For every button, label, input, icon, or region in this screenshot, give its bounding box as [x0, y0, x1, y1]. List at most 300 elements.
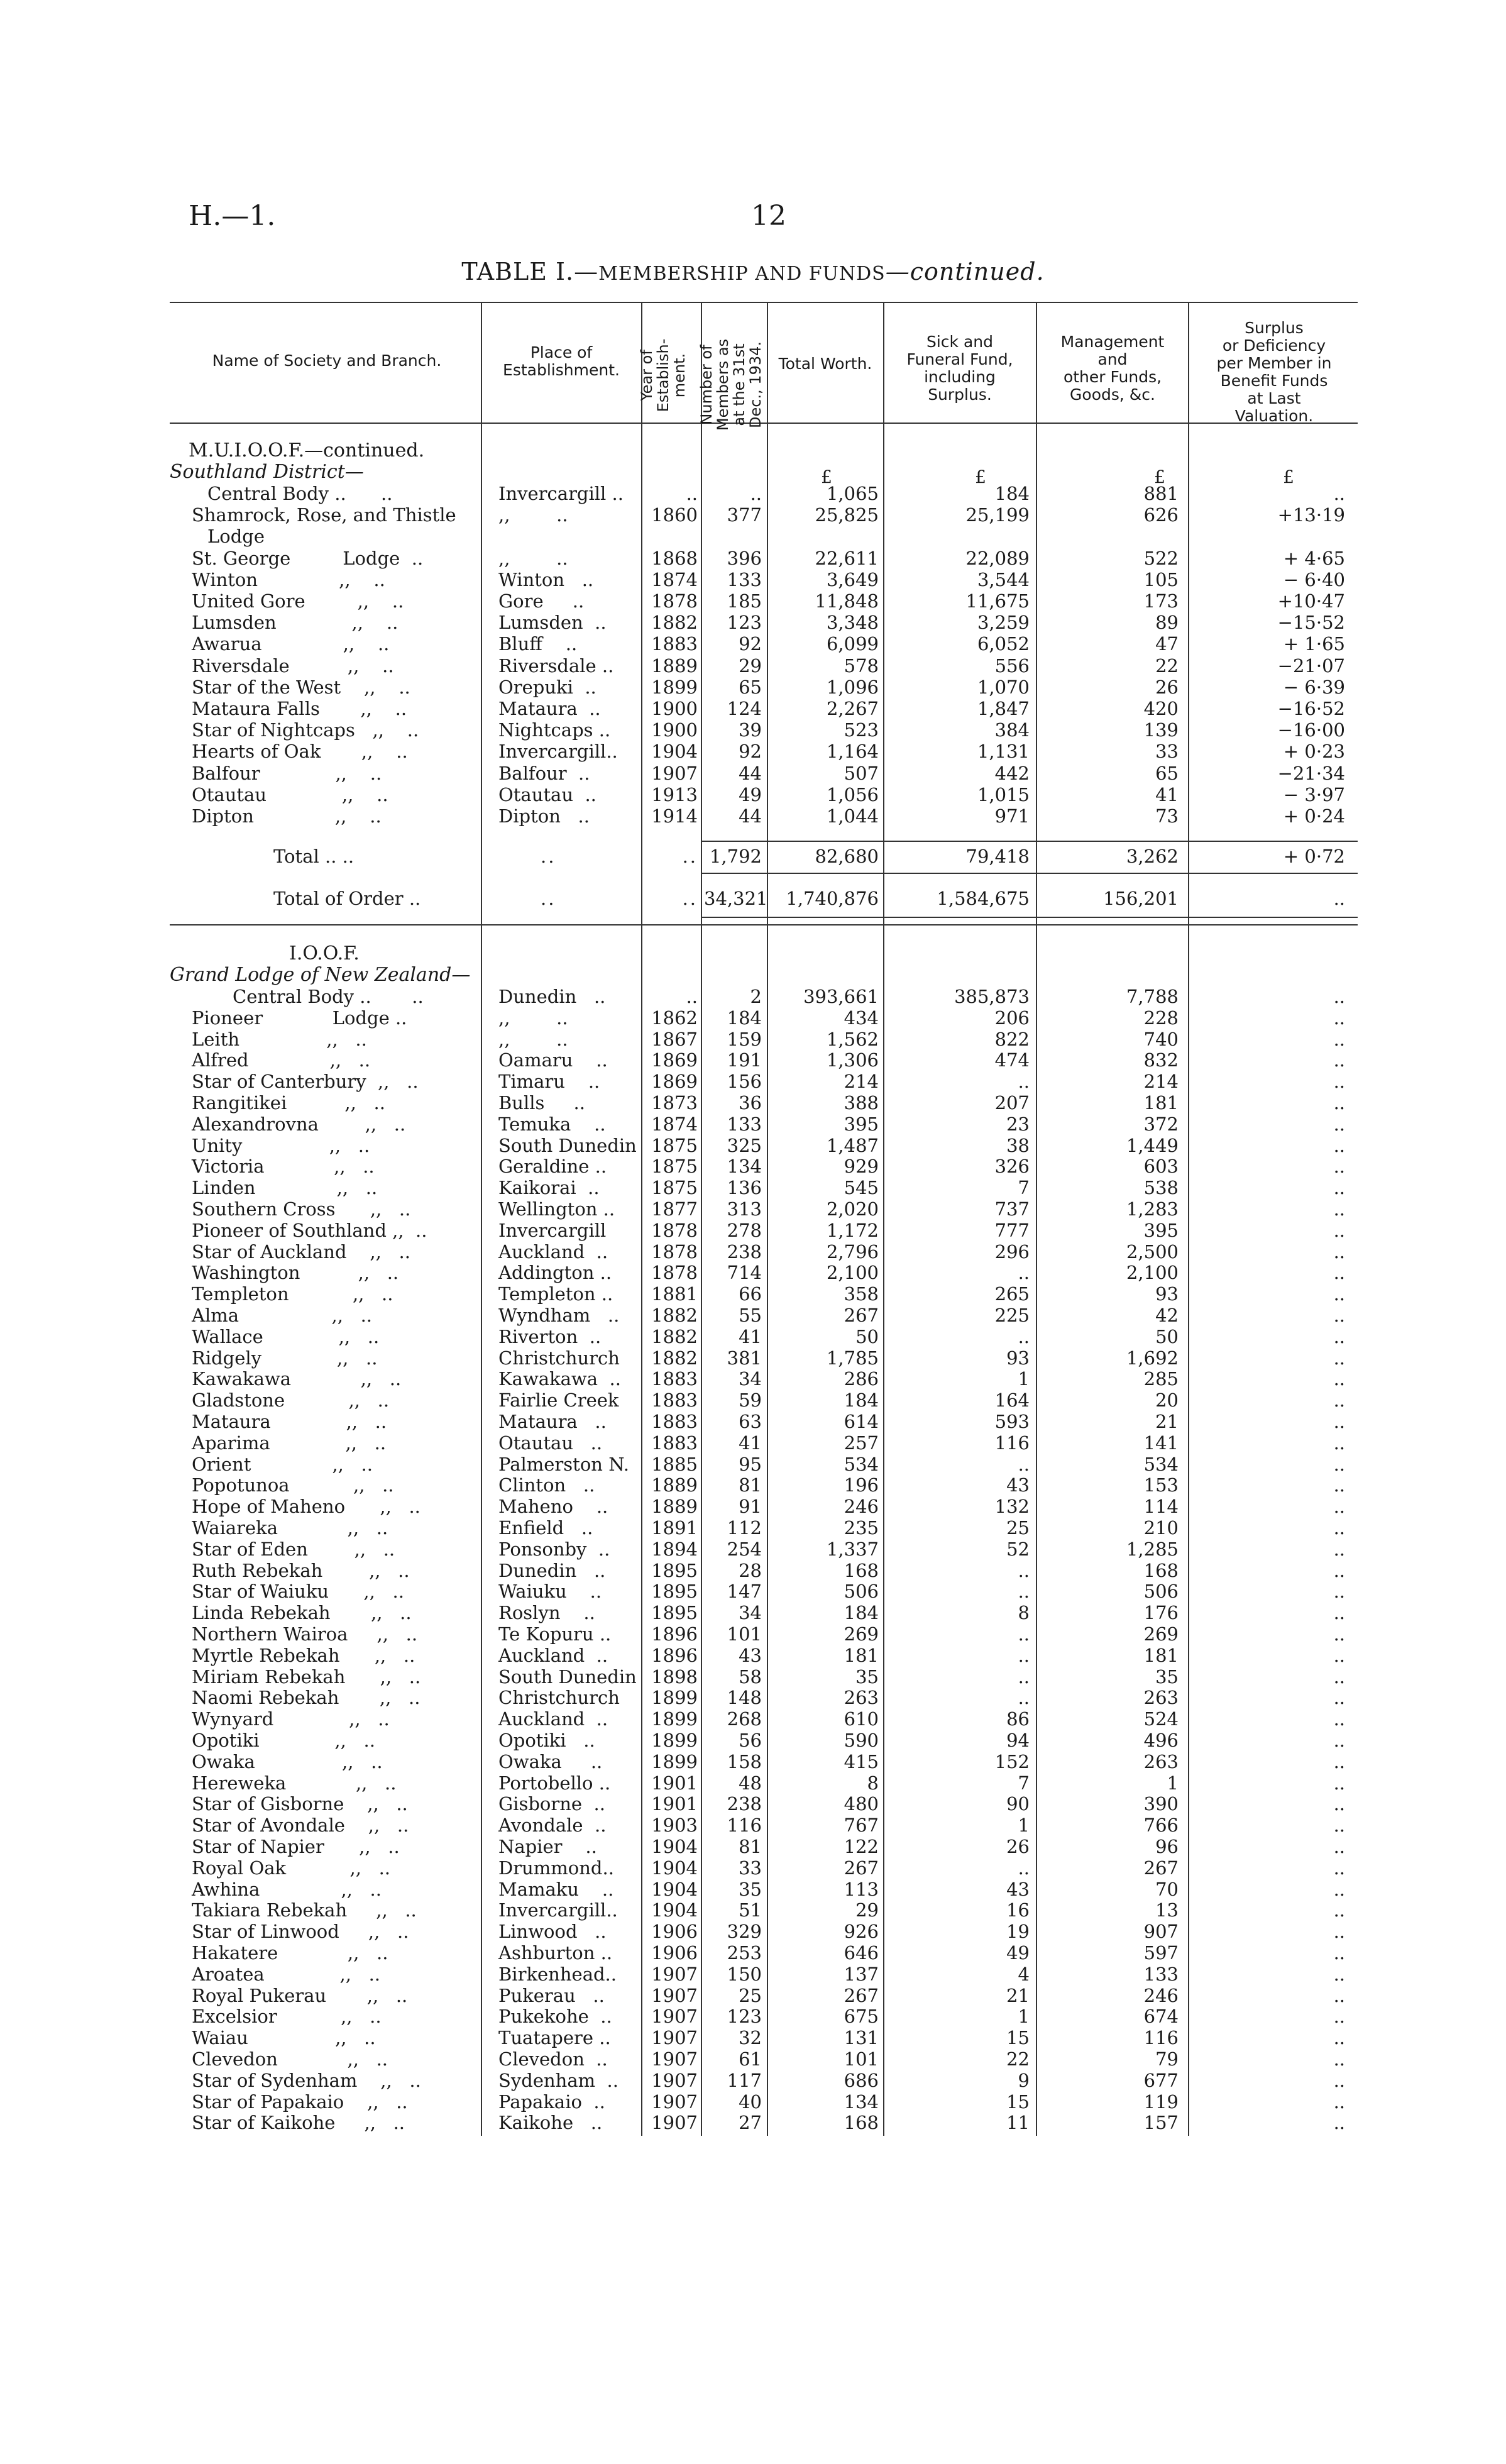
cell-place: Invercargill..	[498, 741, 618, 763]
cell-surplus: ..	[1333, 1687, 1345, 1709]
cell-worth: 686	[844, 2069, 879, 2091]
cell-year: 1899	[651, 1730, 698, 1751]
cell-surplus: ..	[1333, 1899, 1345, 1921]
cell-worth: 2,267	[826, 698, 879, 719]
table-row	[0, 655, 1506, 677]
cell-sick: 164	[994, 1389, 1030, 1412]
cell-name: Riversdale ,, ..	[192, 655, 394, 677]
cell-management: 285	[1143, 1368, 1179, 1390]
cell-members: 41	[739, 1432, 762, 1454]
southland-total-row	[0, 846, 1506, 867]
cell-year: 1882	[651, 1305, 698, 1326]
col-header-year: Year of Establish- ment.	[638, 338, 688, 412]
col-header-name: Name of Society and Branch.	[212, 351, 442, 370]
cell-worth: 1,044	[826, 805, 879, 827]
cell-members: 91	[739, 1496, 762, 1518]
cell-year: 1889	[651, 1474, 698, 1496]
cell-sick: 90	[1006, 1793, 1030, 1815]
cell-members: 43	[739, 1644, 762, 1666]
cell-members: ..	[750, 483, 762, 504]
cell-management: 372	[1143, 1113, 1179, 1135]
table-row	[0, 1177, 1506, 1198]
cell-year: 1907	[651, 2091, 698, 2113]
table-row	[0, 504, 1506, 526]
cell-members: 36	[739, 1092, 762, 1113]
cell-sick: 6,052	[977, 633, 1030, 655]
cell-management: 116	[1143, 2027, 1179, 2049]
table-row	[0, 2027, 1506, 2048]
cell-management: 524	[1143, 1708, 1179, 1730]
table-row	[0, 986, 1506, 1007]
table-row	[0, 805, 1506, 827]
cell-place: ,, ..	[498, 547, 568, 569]
cell-name: Pioneer of Southland ,, ..	[192, 1219, 427, 1241]
cell-sick: 822	[994, 1028, 1030, 1050]
cell-year: 1878	[651, 1219, 698, 1241]
cell-sick: 206	[994, 1007, 1030, 1029]
cell-members: 55	[739, 1305, 762, 1326]
cell-surplus: ..	[1333, 2048, 1345, 2070]
cell-management: 496	[1143, 1730, 1179, 1751]
cell-sick: 25,199	[965, 504, 1030, 526]
cell-year: 1878	[651, 1240, 698, 1262]
cell-sick: 1,015	[977, 783, 1030, 805]
cell-name: Owaka ,, ..	[192, 1750, 383, 1772]
cell-worth: 2,100	[826, 1262, 879, 1284]
table-row	[0, 1220, 1506, 1241]
cell-place: Christchurch	[498, 1687, 620, 1709]
table-row	[0, 590, 1506, 612]
cell-members: 156	[727, 1071, 762, 1093]
cell-worth: 263	[844, 1687, 879, 1709]
cell-members: 66	[739, 1283, 762, 1305]
cell-management: 20	[1155, 1389, 1179, 1412]
table-row	[0, 1793, 1506, 1815]
table-row	[0, 2091, 1506, 2113]
cell-surplus: ..	[1333, 1708, 1345, 1730]
table-row	[0, 1029, 1506, 1050]
table-row	[0, 1921, 1506, 1942]
cell-management: 2,500	[1126, 1240, 1179, 1262]
cell-members: 134	[727, 1156, 762, 1178]
cell-name: Aparima ,, ..	[192, 1432, 387, 1454]
cell-sick: 43	[1006, 1878, 1030, 1900]
cell-place: Auckland ..	[498, 1708, 608, 1730]
cell-name: Waiareka ,, ..	[192, 1517, 388, 1539]
cell-members: 58	[739, 1666, 762, 1688]
cell-worth: 1,785	[826, 1347, 879, 1369]
cell-members: 61	[739, 2048, 762, 2070]
cell-worth: 1,306	[826, 1049, 879, 1071]
cell-worth: 137	[844, 1963, 879, 1985]
cell-year: 1882	[651, 1325, 698, 1347]
cell-worth: 434	[844, 1007, 879, 1029]
total-top-rule	[701, 841, 1358, 842]
cell-management: 93	[1155, 1283, 1179, 1305]
table-row	[0, 1305, 1506, 1326]
cell-members: 92	[739, 741, 762, 763]
cell-name: Hakatere ,, ..	[192, 1942, 388, 1964]
cell-surplus: ..	[1333, 1963, 1345, 1985]
cell-name: Alfred ,, ..	[192, 1049, 371, 1071]
cell-place: Pukekohe ..	[498, 2006, 612, 2028]
cell-management: 65	[1155, 762, 1179, 784]
cell-place: Avondale ..	[498, 1815, 607, 1837]
cell-members: 28	[739, 1559, 762, 1581]
cell-worth: 610	[844, 1708, 879, 1730]
cell-name: Royal Oak ,, ..	[192, 1857, 391, 1879]
cell-management: 157	[1143, 2112, 1179, 2134]
table-row	[0, 1454, 1506, 1475]
cell-place: Bluff ..	[498, 633, 578, 655]
table-row	[0, 1772, 1506, 1794]
cell-place: Otautau ..	[498, 783, 596, 805]
cell-place: Kaikohe ..	[498, 2112, 603, 2134]
cell-name: Royal Pukerau ,, ..	[192, 1984, 408, 2006]
cell-members: 44	[739, 762, 762, 784]
cell-worth: 590	[844, 1730, 879, 1751]
cell-place: Fairlie Creek	[498, 1389, 619, 1412]
cell-members: 34	[739, 1602, 762, 1624]
cell-year: 1899	[651, 1687, 698, 1709]
cell-sick: 1	[1018, 1815, 1030, 1837]
total-of-order-row	[0, 888, 1506, 909]
cell-members: 2	[750, 986, 762, 1007]
cell-members: 191	[727, 1049, 762, 1071]
cell-management: 139	[1143, 719, 1179, 741]
cell-name: Wallace ,, ..	[192, 1325, 380, 1347]
table-row	[0, 1389, 1506, 1411]
cell-management: 1,692	[1126, 1347, 1179, 1369]
cell-year: 1904	[651, 1878, 698, 1900]
currency-mgmt: £	[1154, 467, 1165, 487]
cell-year: 1899	[651, 1708, 698, 1730]
cell-place: Christchurch	[498, 1347, 620, 1369]
table-row	[0, 1113, 1506, 1135]
cell-name: Star of Napier ,, ..	[192, 1836, 400, 1857]
cell-worth: 246	[844, 1496, 879, 1518]
cell-management: 228	[1143, 1007, 1179, 1029]
cell-year: 1906	[651, 1921, 698, 1943]
cell-worth: 926	[844, 1921, 879, 1943]
table-row	[0, 1517, 1506, 1539]
cell-year: 1883	[651, 633, 698, 655]
cell-place: Drummond..	[498, 1857, 614, 1879]
cell-members: 123	[727, 2006, 762, 2028]
cell-worth: 286	[844, 1368, 879, 1390]
cell-worth: 235	[844, 1517, 879, 1539]
total-order-members: 34,321	[704, 888, 768, 909]
cell-surplus: ..	[1333, 1538, 1345, 1560]
cell-management: 522	[1143, 547, 1179, 569]
cell-surplus: −21·07	[1277, 655, 1345, 677]
table-row	[0, 698, 1506, 719]
cell-surplus: ..	[1333, 2027, 1345, 2049]
cell-worth: 101	[844, 2048, 879, 2070]
cell-worth: 257	[844, 1432, 879, 1454]
table-row	[0, 1474, 1506, 1496]
cell-name: Popotunoa ,, ..	[192, 1474, 394, 1496]
cell-name: Leith ,, ..	[192, 1028, 367, 1050]
cell-surplus: ..	[1333, 1644, 1345, 1666]
cell-management: 534	[1143, 1453, 1179, 1475]
table-row	[0, 1815, 1506, 1836]
cell-sick: 15	[1006, 2091, 1030, 2113]
total-place: ..	[541, 846, 556, 867]
table-row	[0, 1411, 1506, 1432]
cell-place: Gisborne ..	[498, 1793, 605, 1815]
cell-members: 59	[739, 1389, 762, 1412]
cell-sick: 11,675	[965, 590, 1030, 612]
cell-place: Enfield ..	[498, 1517, 593, 1539]
cell-worth: 1,562	[826, 1028, 879, 1050]
cell-worth: 267	[844, 1857, 879, 1879]
cell-management: 881	[1143, 483, 1179, 504]
cell-surplus: −15·52	[1277, 612, 1345, 634]
table-row	[0, 2112, 1506, 2133]
cell-management: 267	[1143, 1857, 1179, 1879]
total-order-worth: 1,740,876	[786, 888, 879, 909]
cell-year: 1907	[651, 2027, 698, 2049]
cell-sick: ..	[1018, 1453, 1030, 1475]
cell-name: Opotiki ,, ..	[192, 1730, 375, 1751]
cell-worth: 214	[844, 1071, 879, 1093]
cell-worth: 395	[844, 1113, 879, 1135]
cell-worth: 929	[844, 1156, 879, 1178]
cell-management: 35	[1155, 1666, 1179, 1688]
cell-year: 1896	[651, 1644, 698, 1666]
cell-members: 253	[727, 1942, 762, 1964]
cell-name: Lumsden ,, ..	[192, 612, 398, 634]
cell-surplus: ..	[1333, 1750, 1345, 1772]
cell-surplus: ..	[1333, 1559, 1345, 1581]
cell-sick: ..	[1018, 1666, 1030, 1688]
cell-year: 1883	[651, 1389, 698, 1412]
cell-name: St. George Lodge ..	[192, 547, 424, 569]
cell-members: 116	[727, 1815, 762, 1837]
cell-worth: 22,611	[815, 547, 879, 569]
cell-sick: ..	[1018, 1857, 1030, 1879]
cell-year: 1875	[651, 1177, 698, 1199]
cell-sick: 23	[1006, 1113, 1030, 1135]
cell-members: 329	[727, 1921, 762, 1943]
cell-members: 25	[739, 1984, 762, 2006]
cell-members: 133	[727, 1113, 762, 1135]
cell-management: 210	[1143, 1517, 1179, 1539]
cell-name: Star of Waiuku ,, ..	[192, 1581, 404, 1603]
cell-surplus: ..	[1333, 1305, 1345, 1326]
cell-surplus: − 6·40	[1283, 568, 1345, 590]
cell-place: Mataura ..	[498, 1411, 607, 1432]
cell-name: Rangitikei ,, ..	[192, 1092, 385, 1113]
table-row	[0, 1092, 1506, 1113]
table-row	[0, 784, 1506, 805]
cell-management: 597	[1143, 1942, 1179, 1964]
cell-surplus: −21·34	[1277, 762, 1345, 784]
cell-year: 1906	[651, 1942, 698, 1964]
cell-management: 13	[1155, 1899, 1179, 1921]
cell-year: 1882	[651, 612, 698, 634]
cell-name: Awarua ,, ..	[192, 633, 390, 655]
cell-worth: 113	[844, 1878, 879, 1900]
cell-surplus: ..	[1333, 483, 1345, 504]
cell-sick: 296	[994, 1240, 1030, 1262]
cell-name: Southern Cross ,, ..	[192, 1198, 411, 1220]
cell-sick: 26	[1006, 1836, 1030, 1857]
cell-worth: 168	[844, 1559, 879, 1581]
cell-surplus: ..	[1333, 1921, 1345, 1943]
table-row	[0, 1899, 1506, 1921]
cell-members: 136	[727, 1177, 762, 1199]
cell-worth: 50	[855, 1325, 879, 1347]
cell-worth: 6,099	[826, 633, 879, 655]
cell-place: Clinton ..	[498, 1474, 595, 1496]
title-main: TABLE I.—	[461, 258, 599, 285]
cell-place: Ponsonby ..	[498, 1538, 610, 1560]
table-row	[0, 719, 1506, 741]
cell-name: Alexandrovna ,, ..	[192, 1113, 406, 1135]
cell-sick: 265	[994, 1283, 1030, 1305]
table-row	[0, 1198, 1506, 1220]
cell-year: 1895	[651, 1559, 698, 1581]
cell-worth: 3,348	[826, 612, 879, 634]
cell-year: 1904	[651, 741, 698, 763]
cell-name: Takiara Rebekah ,, ..	[192, 1899, 417, 1921]
cell-place: Bulls ..	[498, 1092, 585, 1113]
cell-members: 124	[727, 698, 762, 719]
cell-place: Auckland ..	[498, 1240, 608, 1262]
cell-year: 1907	[651, 762, 698, 784]
cell-surplus: ..	[1333, 1772, 1345, 1794]
cell-worth: 184	[844, 1389, 879, 1412]
cell-management: 105	[1143, 568, 1179, 590]
table-row	[0, 1602, 1506, 1623]
cell-members: 238	[727, 1793, 762, 1815]
cell-surplus: ..	[1333, 1283, 1345, 1305]
cell-surplus: ..	[1333, 986, 1345, 1007]
cell-sick: ..	[1018, 1325, 1030, 1347]
cell-year: 1877	[651, 1198, 698, 1220]
cell-year: 1901	[651, 1793, 698, 1815]
cell-surplus: ..	[1333, 1177, 1345, 1199]
cell-members: 377	[727, 504, 762, 526]
cell-management: 41	[1155, 783, 1179, 805]
table-row	[0, 741, 1506, 762]
cell-place: Pukerau ..	[498, 1984, 605, 2006]
cell-sick: 326	[994, 1156, 1030, 1178]
cell-surplus: ..	[1333, 1156, 1345, 1178]
cell-name: Star of Avondale ,, ..	[192, 1815, 409, 1837]
cell-year: 1889	[651, 655, 698, 677]
table-row	[0, 677, 1506, 698]
cell-name: Alma ,, ..	[192, 1305, 373, 1326]
total-order-sick: 1,584,675	[937, 888, 1030, 909]
cell-sick: 556	[994, 655, 1030, 677]
cell-worth: 506	[844, 1581, 879, 1603]
cell-management: 263	[1143, 1687, 1179, 1709]
cell-place: Orepuki ..	[498, 676, 596, 698]
cell-management: 832	[1143, 1049, 1179, 1071]
cell-management: 42	[1155, 1305, 1179, 1326]
table-row	[0, 1432, 1506, 1454]
cell-surplus: ..	[1333, 1984, 1345, 2006]
cell-surplus: ..	[1333, 1474, 1345, 1496]
cell-name: Otautau ,, ..	[192, 783, 388, 805]
cell-sick: ..	[1018, 1623, 1030, 1645]
cell-year: 1869	[651, 1049, 698, 1071]
header-top-rule	[170, 302, 1358, 303]
table-row	[0, 1687, 1506, 1708]
cell-year: 1901	[651, 1772, 698, 1794]
cell-place: Geraldine ..	[498, 1156, 607, 1178]
cell-year: 1878	[651, 590, 698, 612]
cell-name: Victoria ,, ..	[192, 1156, 375, 1178]
table-row	[0, 1985, 1506, 2006]
cell-surplus: ..	[1333, 1049, 1345, 1071]
cell-management: 2,100	[1126, 1262, 1179, 1284]
cell-surplus: ..	[1333, 1857, 1345, 1879]
table-row	[0, 1241, 1506, 1262]
cell-sick: 7	[1018, 1772, 1030, 1794]
cell-worth: 181	[844, 1644, 879, 1666]
table-row	[0, 763, 1506, 784]
table-row	[0, 1623, 1506, 1645]
cell-year: 1883	[651, 1411, 698, 1432]
table-row	[0, 1581, 1506, 1602]
cell-name: Star of Kaikohe ,, ..	[192, 2112, 405, 2134]
cell-management: 1,449	[1126, 1134, 1179, 1156]
cell-surplus: ..	[1333, 1602, 1345, 1624]
cell-surplus: − 3·97	[1283, 783, 1345, 805]
cell-year: 1860	[651, 504, 698, 526]
cell-sick: 11	[1006, 2112, 1030, 2134]
cell-management: 168	[1143, 1559, 1179, 1581]
cell-management: 674	[1143, 2006, 1179, 2028]
cell-worth: 122	[844, 1836, 879, 1857]
table-row	[0, 1645, 1506, 1666]
cell-sick: ..	[1018, 1071, 1030, 1093]
cell-sick: 8	[1018, 1602, 1030, 1624]
cell-year: ..	[686, 483, 698, 504]
cell-year: 1874	[651, 1113, 698, 1135]
cell-place: Addington ..	[498, 1262, 612, 1284]
cell-worth: 534	[844, 1453, 879, 1475]
cell-place: Otautau ..	[498, 1432, 603, 1454]
cell-worth: 1,096	[826, 676, 879, 698]
cell-name: Hope of Maheno ,, ..	[192, 1496, 420, 1518]
cell-sick: 21	[1006, 1984, 1030, 2006]
cell-surplus: + 1·65	[1283, 633, 1345, 655]
cell-year: 1904	[651, 1899, 698, 1921]
cell-surplus: ..	[1333, 1411, 1345, 1432]
cell-sick: 384	[994, 719, 1030, 741]
cell-sick: 15	[1006, 2027, 1030, 2049]
cell-sick: 19	[1006, 1921, 1030, 1943]
cell-surplus: ..	[1333, 1219, 1345, 1241]
cell-members: 148	[727, 1687, 762, 1709]
section-order-ioof: I.O.O.F.	[289, 942, 360, 964]
cell-worth: 1,337	[826, 1538, 879, 1560]
cell-place: Tuatapere ..	[498, 2027, 611, 2049]
cell-management: 603	[1143, 1156, 1179, 1178]
cell-surplus: ..	[1333, 1793, 1345, 1815]
cell-management: 246	[1143, 1984, 1179, 2006]
cell-surplus: + 0·23	[1283, 741, 1345, 763]
currency-surplus: £	[1283, 467, 1294, 487]
cell-name: Waiau ,, ..	[192, 2027, 376, 2049]
cell-members: 48	[739, 1772, 762, 1794]
cell-surplus: ..	[1333, 1028, 1345, 1050]
